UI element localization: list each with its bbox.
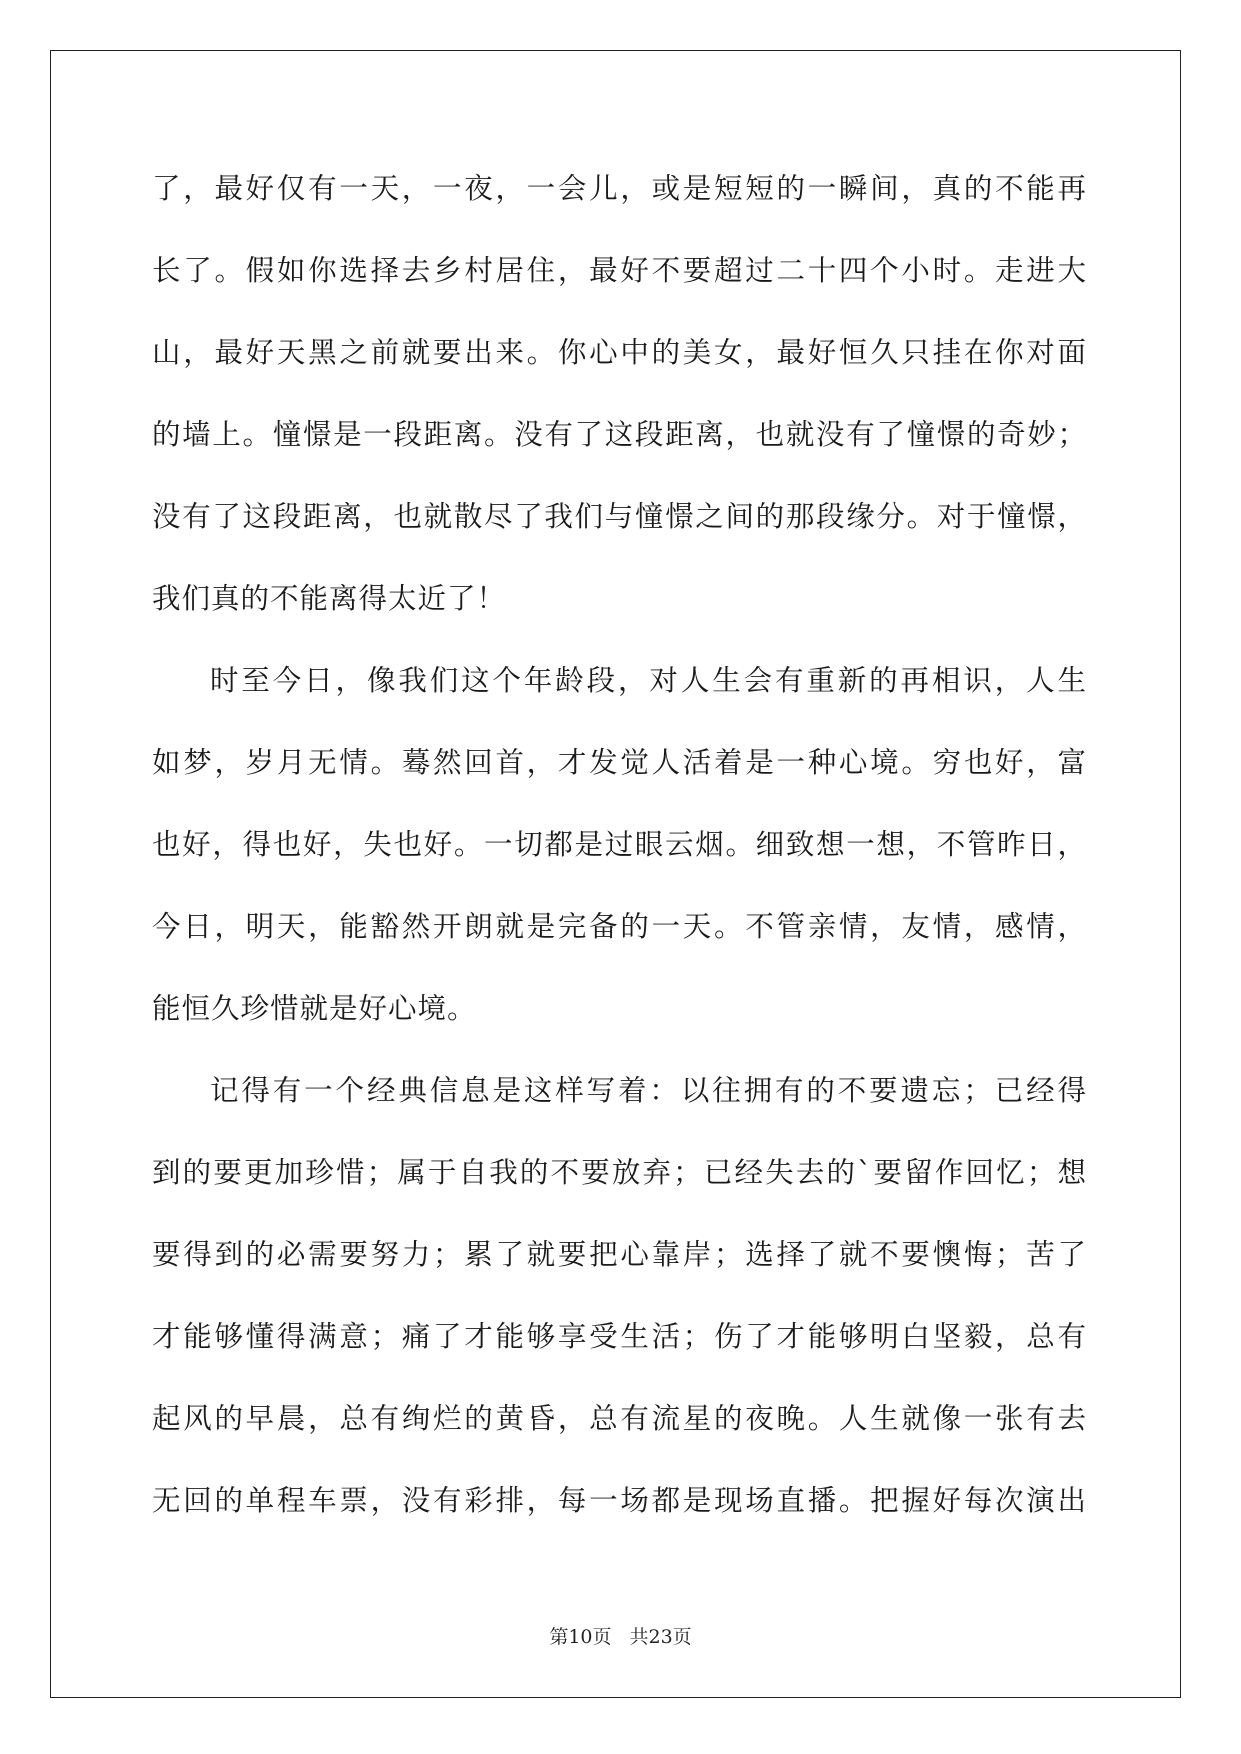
text-line: 了，最好仅有一天，一夜，一会儿，或是短短的一瞬间，真的不能再	[152, 172, 1087, 205]
page-total: 共23页	[629, 1626, 692, 1648]
text-line: 长了。假如你选择去乡村居住，最好不要超过二十四个小时。走进大	[152, 254, 1087, 287]
text-line: 的墙上。憧憬是一段距离。没有了这段距离，也就没有了憧憬的奇妙；	[152, 418, 1087, 451]
page-number: 第10页	[549, 1626, 612, 1648]
text-line: 时至今日，像我们这个年龄段，对人生会有重新的再相识，人生	[210, 664, 1087, 697]
text-line: 记得有一个经典信息是这样写着：以往拥有的不要遗忘；已经得	[210, 1074, 1087, 1107]
text-line: 无回的单程车票，没有彩排，每一场都是现场直播。把握好每次演出	[152, 1484, 1087, 1517]
text-line: 如梦，岁月无情。蓦然回首，才发觉人活着是一种心境。穷也好，富	[152, 746, 1087, 779]
page-footer	[0, 1622, 1241, 1649]
text-line: 今日，明天，能豁然开朗就是完备的一天。不管亲情，友情，感情，	[152, 910, 1087, 943]
text-line: 能恒久珍惜就是好心境。	[152, 992, 477, 1025]
text-line: 要得到的必需要努力；累了就要把心靠岸；选择了就不要懊悔；苦了	[152, 1238, 1087, 1271]
document-body	[152, 158, 1087, 1552]
text-line: 也好，得也好，失也好。一切都是过眼云烟。细致想一想，不管昨日，	[152, 828, 1087, 861]
text-line: 才能够懂得满意；痛了才能够享受生活；伤了才能够明白坚毅，总有	[152, 1320, 1087, 1353]
text-line: 我们真的不能离得太近了！	[152, 582, 507, 615]
text-line: 没有了这段距离，也就散尽了我们与憧憬之间的那段缘分。对于憧憬，	[152, 500, 1087, 533]
text-line: 起风的早晨，总有绚烂的黄昏，总有流星的夜晚。人生就像一张有去	[152, 1402, 1087, 1435]
text-line: 到的要更加珍惜；属于自我的不要放弃；已经失去的`要留作回忆；想	[152, 1156, 1087, 1189]
text-line: 山，最好天黑之前就要出来。你心中的美女，最好恒久只挂在你对面	[152, 336, 1087, 369]
